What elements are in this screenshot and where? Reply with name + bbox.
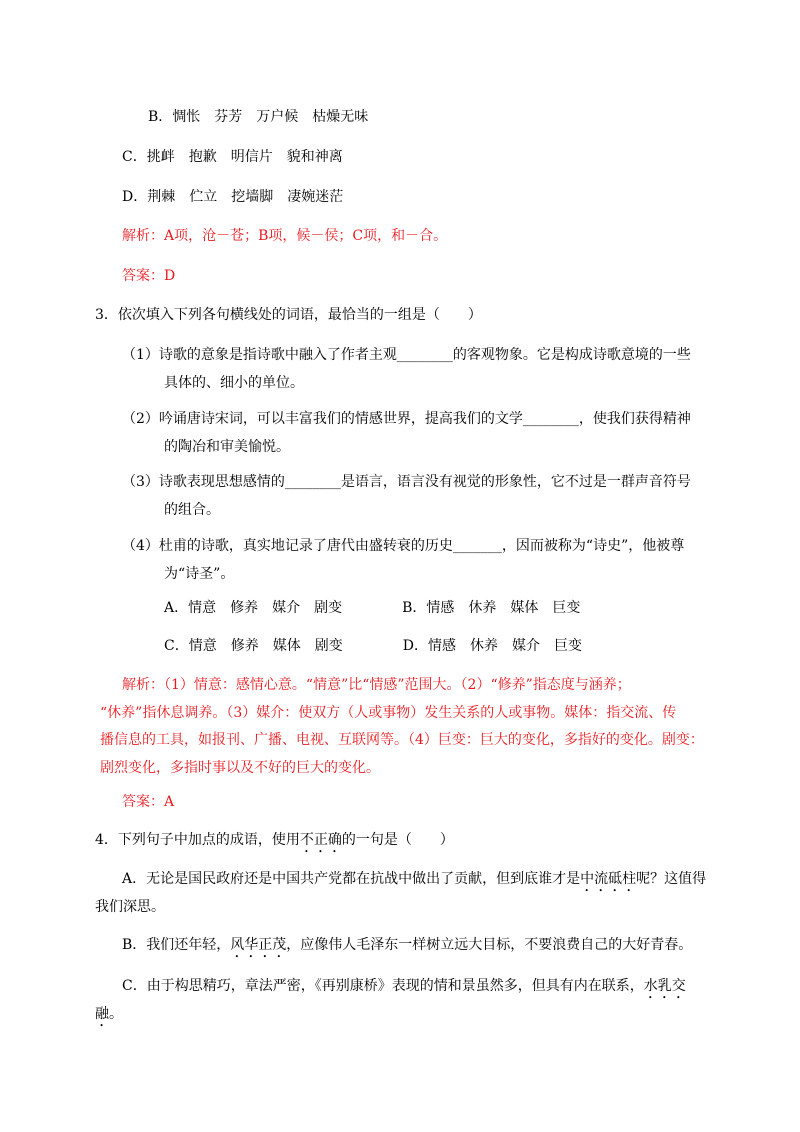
option-word: 凄婉迷茫 — [287, 189, 344, 205]
q3-options-row-2 — [164, 636, 582, 656]
option-text: D．荆棘 — [122, 189, 176, 205]
q3-sentence-1 — [122, 345, 691, 365]
option-word: 伫立 — [189, 189, 218, 205]
option-word: 明信片 — [230, 149, 273, 165]
dotted-text: 不正确 — [299, 832, 342, 848]
option-word: 巨变 — [553, 638, 582, 654]
option-text: B．惆怅 — [148, 109, 201, 125]
q4-option-b — [122, 935, 692, 961]
q3-analysis-line-4: 剧烈变化，多指时事以及不好的巨大的变化。 — [100, 760, 380, 776]
q4-option-c — [122, 976, 686, 1002]
option-text: C．挑衅 — [122, 149, 175, 165]
sentence-number: （3） — [122, 474, 159, 490]
stem-text: 的一句是（ ） — [341, 832, 454, 848]
option-text: C．情意 — [164, 638, 217, 654]
sentence-text: 诗歌的意象是指诗歌中融入了作者主观 — [158, 347, 397, 363]
option-word: 貌和神离 — [286, 149, 343, 165]
option-word: 巨变 — [552, 600, 581, 616]
dotted-idiom: 中流砥柱 — [580, 871, 637, 887]
option-word: 剧变 — [314, 638, 343, 654]
option-word: 媒介 — [272, 600, 301, 616]
dotted-idiom: 水乳交 — [643, 978, 686, 994]
q2-answer: 答案：D — [122, 268, 176, 284]
sentence-text: 诗歌表现思想感情的 — [158, 474, 285, 490]
option-word: 媒介 — [511, 638, 540, 654]
option-b-row — [148, 107, 368, 127]
sentence-number: （1） — [122, 347, 159, 363]
q4-option-c-cont — [95, 1004, 123, 1030]
q3-analysis-line-1: 解析：（1）情意：感情心意。“情意”比“情感”范围大。（2）“修养”指态度与涵养； — [122, 677, 631, 693]
option-text: A．无论是国民政府还是中国共产党都在抗战中做出了贡献，但到底谁才是 — [122, 871, 581, 887]
q3-analysis-line-2: “休养”指休息调养。（3）媒介：使双方（人或事物）发生关系的人或事物。媒体：指交流、传 — [100, 705, 677, 721]
sentence-text: 是语言，语言没有视觉的形象性，它不过是一群声音符号 — [340, 474, 691, 490]
q4-option-a-cont: 我们深思。 — [95, 899, 165, 915]
option-text: B．情感 — [402, 600, 455, 616]
q3-stem: 3．依次填入下列各句横线处的词语，最恰当的一组是（ ） — [95, 307, 482, 323]
option-word: 修养 — [230, 638, 259, 654]
option-text: C．由于构思精巧，章法严密，《再别康桥》表现的情和景虽然多，但具有内在联系， — [122, 978, 644, 994]
option-text: B．我们还年轻， — [122, 937, 231, 953]
option-text: A．情意 — [164, 600, 217, 616]
sentence-number: （4） — [122, 538, 159, 554]
q3-sentence-4-cont: 为“诗圣”。 — [164, 566, 235, 582]
option-word: 剧变 — [314, 600, 343, 616]
option-word: 枯燥无味 — [312, 109, 369, 125]
option-word: 挖墙脚 — [231, 189, 274, 205]
q2-analysis: 解析：A项，沧－苍；B项，候－侯；C项，和－合。 — [122, 228, 448, 244]
q4-option-a — [122, 869, 706, 895]
blank: _______ — [452, 538, 502, 554]
sentence-text: 杜甫的诗歌，真实地记录了唐代由盛转衰的历史 — [158, 538, 453, 554]
q3-sentence-3-cont: 的组合。 — [164, 502, 220, 518]
dotted-idiom: 融 — [95, 1006, 109, 1022]
q3-sentence-2-cont: 的陶冶和审美愉悦。 — [164, 439, 290, 455]
option-c-row — [122, 147, 343, 167]
option-word: 休养 — [468, 600, 497, 616]
sentence-text: 吟诵唐诗宋词，可以丰富我们的情感世界，提高我们的文学 — [158, 411, 523, 427]
q3-sentence-4 — [122, 536, 684, 556]
stem-text: 4．下列句子中加点的成语，使用 — [95, 832, 300, 848]
sentence-number: （2） — [122, 411, 159, 427]
sentence-text: ，使我们获得精神 — [578, 411, 691, 427]
option-word: 媒体 — [510, 600, 539, 616]
option-word: 媒体 — [272, 638, 301, 654]
option-text: D．情感 — [402, 638, 456, 654]
dotted-idiom: 风华正茂 — [230, 937, 287, 953]
blank: ________ — [284, 474, 341, 490]
q3-sentence-2 — [122, 409, 691, 429]
option-word: 万户候 — [256, 109, 299, 125]
option-text: 。 — [109, 1006, 123, 1022]
q3-sentence-1-cont: 具体的、细小的单位。 — [164, 375, 304, 391]
option-word: 修养 — [230, 600, 259, 616]
blank: ________ — [396, 347, 453, 363]
q3-answer: 答案：A — [122, 794, 175, 810]
option-word: 休养 — [469, 638, 498, 654]
q3-analysis-line-3: 播信息的工具，如报刊、广播、电视、互联网等。（4）巨变：巨大的变化，多指好的变化。剧变： — [100, 732, 704, 748]
option-d-row — [122, 187, 343, 207]
q3-sentence-3 — [122, 472, 691, 492]
option-word: 抱歉 — [188, 149, 217, 165]
option-word: 芬芳 — [214, 109, 243, 125]
blank: ________ — [522, 411, 579, 427]
q3-options-row-1 — [164, 598, 580, 618]
sentence-text: ，因而被称为“诗史”，他被尊 — [501, 538, 685, 554]
option-text: 呢？这值得 — [636, 871, 707, 887]
option-text: ，应像伟人毛泽东一样树立远大目标，不要浪费自己的大好青春。 — [286, 937, 693, 953]
q4-stem — [95, 830, 454, 856]
sentence-text: 的客观物象。它是构成诗歌意境的一些 — [452, 347, 691, 363]
